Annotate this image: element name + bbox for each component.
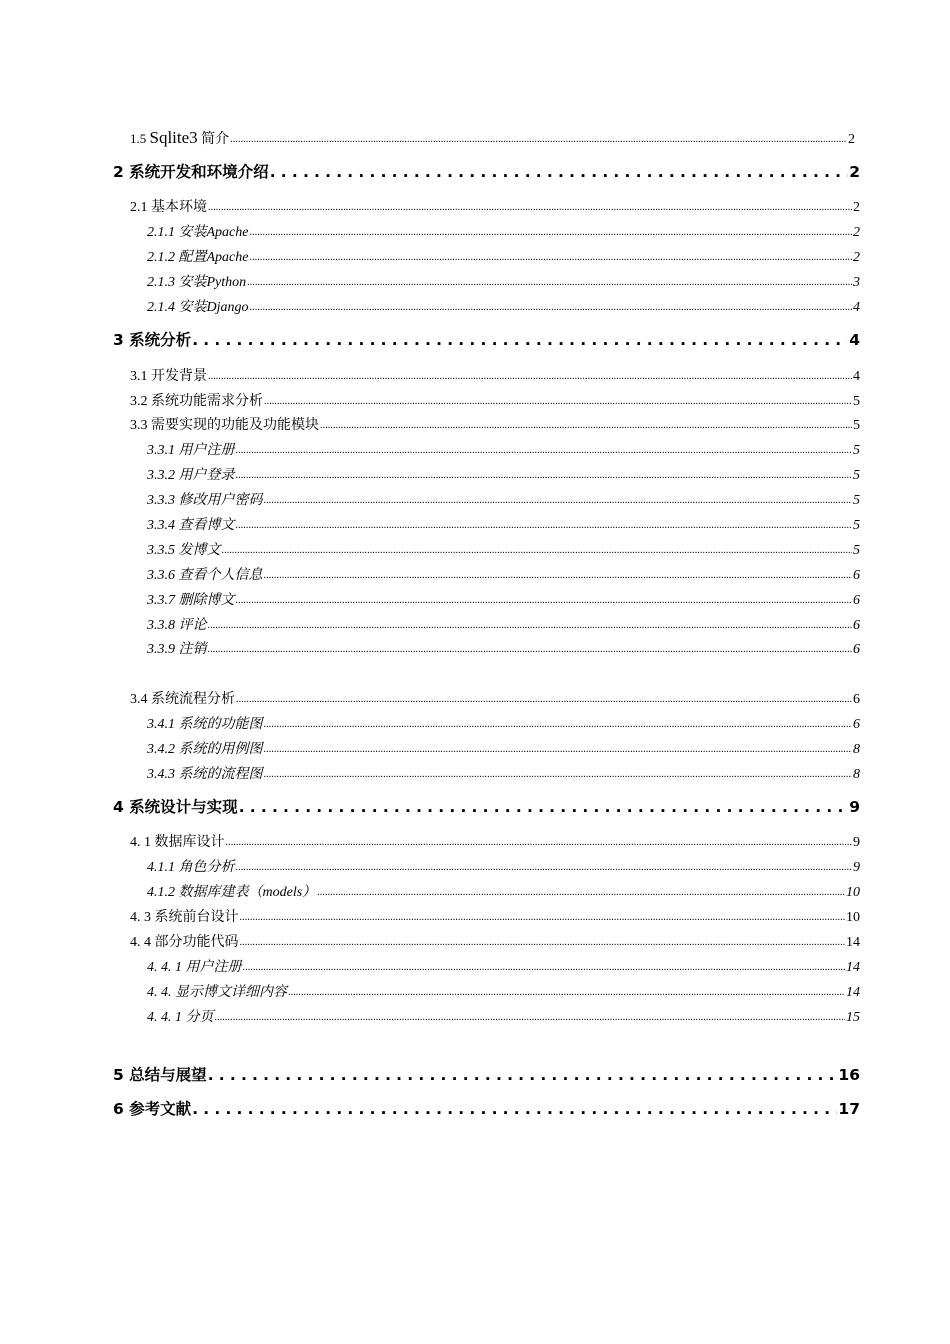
toc-entry-title: 4. 3 系统前台设计 [130,910,239,925]
toc-entry-page: 14 [846,960,860,975]
toc-entry-title: 4 系统设计与实现 [113,798,238,816]
dot-leader [240,934,846,950]
toc-entry[interactable] [130,688,860,708]
dot-leader [236,691,852,707]
toc-entry-page: 2 [848,132,855,147]
toc-entry[interactable] [130,390,860,410]
toc-entry-title: 4. 4 部分功能代码 [130,935,239,950]
toc-entry-page: 9 [853,835,860,850]
toc-entry[interactable] [147,981,860,1001]
dot-leader [236,592,853,608]
toc-entry-page: 2 [853,225,860,240]
toc-entry[interactable] [147,1006,860,1026]
toc-entry-page: 4 [853,369,860,384]
toc-entry[interactable] [147,856,860,876]
toc-entry-page: 6 [853,618,860,633]
toc-entry-title: 2.1 基本环境 [130,200,207,215]
toc-entry-title: 3.4.1 系统的功能图 [147,717,263,732]
toc-chapter[interactable] [113,795,860,819]
toc-entry-page: 6 [853,692,860,707]
dot-leader [264,492,853,508]
dot-leader [208,641,853,657]
toc-entry-page: 6 [853,717,860,732]
toc-entry-title: 4. 4. 显示博文详细内容 [147,985,287,1000]
dot-leader [192,1100,837,1118]
toc-entry-page: 17 [838,1100,860,1118]
toc-entry[interactable] [147,956,860,976]
toc-entry-title: 3.4.2 系统的用例图 [147,742,263,757]
dot-leader [249,224,852,240]
toc-entry-page: 9 [853,860,860,875]
toc-entry-title: 3 系统分析 [113,331,192,349]
toc-entry-page: 5 [853,518,860,533]
toc-entry-page: 10 [846,885,860,900]
toc-chapter[interactable] [113,1063,860,1087]
toc-entry[interactable] [130,128,855,148]
dot-leader [239,798,849,816]
dot-leader [222,542,853,558]
toc-entry-title: 4.1.1 角色分析 [147,860,235,875]
toc-entry-title: 3.3.3 修改用户密码 [147,493,263,508]
toc-entry-page: 14 [846,985,860,1000]
dot-leader [240,909,846,925]
dot-leader [230,131,847,147]
dot-leader [236,442,853,458]
toc-entry-title: 4. 1 数据库设计 [130,835,225,850]
dot-leader [208,617,853,633]
toc-entry[interactable] [147,489,860,509]
toc-entry-title: 3.4 系统流程分析 [130,692,235,707]
toc-entry[interactable] [147,738,860,758]
toc-entry-title: 3.1 开发背景 [130,369,207,384]
dot-leader [264,741,853,757]
toc-entry[interactable] [147,439,860,459]
toc-entry-title: 3.3.5 发博文 [147,543,221,558]
toc-entry-title: 3.3 需要实现的功能及功能模块 [130,418,319,433]
toc-entry-page: 5 [853,443,860,458]
toc-entry-page: 6 [853,593,860,608]
dot-leader [288,984,845,1000]
dot-leader [247,274,852,290]
toc-entry[interactable] [130,931,860,951]
toc-entry[interactable] [147,881,860,901]
toc-chapter[interactable] [113,1097,860,1121]
toc-entry[interactable] [147,564,860,584]
dot-leader [192,331,848,349]
toc-entry-page: 10 [846,910,860,925]
toc-entry-title: 4. 4. 1 分页 [147,1010,214,1025]
toc-entry-page: 2 [853,250,860,265]
dot-leader [215,1009,846,1025]
dot-leader [264,766,853,782]
toc-entry[interactable] [147,589,860,609]
dot-leader [208,1066,838,1084]
dot-leader [270,163,849,181]
dot-leader [236,859,853,875]
toc-entry-page: 4 [849,331,860,349]
toc-entry-title: 2.1.3 安装Python [147,275,247,290]
dot-leader [320,417,852,433]
toc-entry-page: 5 [853,493,860,508]
toc-chapter[interactable] [113,160,860,184]
toc-entry-title: 3.4.3 系统的流程图 [147,767,263,782]
dot-leader [264,393,852,409]
toc-entry-page: 5 [853,543,860,558]
dot-leader [236,467,853,483]
dot-leader [264,567,853,583]
toc-entry-page: 16 [838,1066,860,1084]
toc-entry[interactable] [147,296,860,316]
toc-entry-page: 14 [846,935,860,950]
toc-entry[interactable] [147,614,860,634]
dot-leader [317,884,845,900]
toc-entry[interactable] [147,713,860,733]
toc-entry-page: 6 [853,642,860,657]
dot-leader [208,368,852,384]
toc-entry-page: 5 [853,394,860,409]
dot-leader [249,249,852,265]
toc-entry-title: 6 参考文献 [113,1100,192,1118]
toc-entry-title: 4. 4. 1 用户注册 [147,960,242,975]
toc-entry[interactable] [147,271,860,291]
toc-entry[interactable] [130,414,860,434]
toc-entry[interactable] [130,365,860,385]
toc-entry-page: 15 [846,1010,860,1025]
toc-entry-title: 3.3.8 评论 [147,618,207,633]
toc-entry-page: 8 [853,742,860,757]
toc-entry-title: 4.1.2 数据库建表（models） [147,885,317,900]
toc-entry-title: 3.3.7 删除博文 [147,593,235,608]
toc-entry-title: 3.2 系统功能需求分析 [130,394,263,409]
toc-entry-title: 3.3.1 用户注册 [147,443,235,458]
toc-entry-page: 5 [853,418,860,433]
toc-entry-page: 2 [849,163,860,181]
toc-entry-title: 3.3.4 查看博文 [147,518,235,533]
dot-leader [264,716,853,732]
dot-leader [208,199,852,215]
toc-entry[interactable] [147,464,860,484]
toc-entry-title: 2.1.1 安装Apache [147,225,249,240]
toc-entry-page: 8 [853,767,860,782]
toc-entry-page: 9 [849,798,860,816]
toc-entry[interactable] [147,221,860,241]
toc-entry-title: 5 总结与展望 [113,1066,207,1084]
toc-entry[interactable] [147,514,860,534]
toc-entry[interactable] [130,906,860,926]
toc-entry-title: 3.3.9 注销 [147,642,207,657]
toc-entry-title: 2.1.4 安装Django [147,300,249,315]
toc-entry-page: 3 [853,275,860,290]
toc-entry[interactable] [147,763,860,783]
toc-entry[interactable] [130,196,860,216]
toc-entry[interactable] [130,831,860,851]
toc-entry-page: 6 [853,568,860,583]
toc-entry-title: 2.1.2 配置Apache [147,250,249,265]
toc-entry-page: 5 [853,468,860,483]
dot-leader [236,517,853,533]
toc-entry-page: 2 [853,200,860,215]
toc-entry-title: 2 系统开发和环境介绍 [113,163,269,181]
toc-entry-title: 3.3.2 用户登录 [147,468,235,483]
toc-entry-title: 3.3.6 查看个人信息 [147,568,263,583]
toc-entry-page: 4 [853,300,860,315]
toc-entry[interactable] [147,246,860,266]
toc-entry[interactable] [147,539,860,559]
dot-leader [243,959,846,975]
toc-entry[interactable] [147,638,860,658]
dot-leader [250,299,853,315]
toc-entry-title: 1.5 Sqlite3 简介 [130,128,230,147]
toc-chapter[interactable] [113,328,860,352]
dot-leader [226,834,853,850]
